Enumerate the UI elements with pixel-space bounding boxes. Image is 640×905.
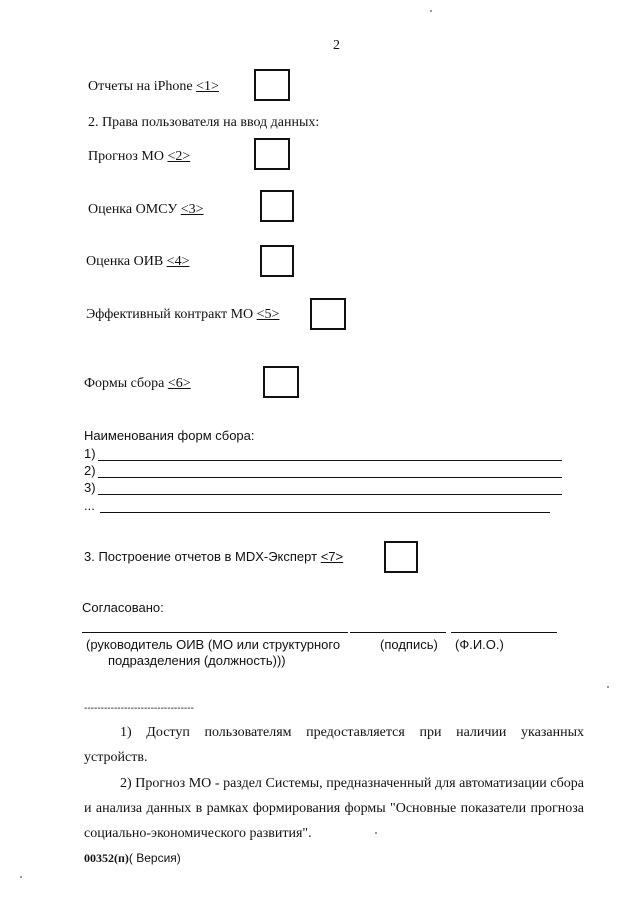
approval-label: Согласовано:	[82, 600, 164, 615]
checkbox-forecast-mo[interactable]	[254, 138, 290, 170]
footnote-ref[interactable]: <2>	[167, 149, 191, 164]
scan-speck	[430, 10, 432, 12]
document-code	[84, 851, 181, 866]
section-3	[84, 549, 343, 564]
item-assessment-omsu	[88, 202, 204, 218]
approval-caption-fio: (Ф.И.О.)	[455, 637, 504, 652]
footnote-ref[interactable]: <1>	[196, 79, 219, 94]
section-3-label: 3. Построение отчетов в MDX-Эксперт	[84, 549, 318, 564]
forms-row-4-label: ...	[84, 498, 95, 513]
footnote-ref[interactable]: <5>	[256, 307, 280, 322]
approval-signature-line[interactable]	[350, 632, 446, 633]
checkbox-mdx-reports[interactable]	[384, 541, 418, 573]
scan-speck	[607, 686, 609, 688]
item-label: Прогноз МО	[88, 149, 164, 164]
forms-list-title: Наименования форм сбора:	[84, 428, 255, 443]
forms-row-3-line[interactable]	[98, 494, 562, 495]
forms-row-1-line[interactable]	[98, 460, 562, 461]
checkbox-effective-contract[interactable]	[310, 298, 346, 330]
approval-fio-line[interactable]	[451, 632, 557, 633]
footnote-ref[interactable]: <4>	[166, 254, 190, 269]
item-label: Оценка ОМСУ	[88, 202, 178, 217]
item-forecast-mo	[88, 149, 190, 165]
footnote-separator: ---------------------------------	[84, 703, 194, 714]
forms-row-3-label: 3)	[84, 480, 96, 495]
approval-position-line[interactable]	[82, 632, 348, 633]
approval-caption-position: (руководитель ОИВ (МО или структурного	[86, 637, 341, 652]
forms-row-4-line[interactable]	[100, 512, 550, 513]
item-collection-forms	[84, 376, 191, 392]
footnote-ref[interactable]: <6>	[167, 376, 191, 391]
footnote-ref[interactable]: <7>	[320, 549, 344, 564]
item-iphone-reports	[88, 79, 219, 95]
approval-caption-signature: (подпись)	[380, 637, 438, 652]
checkbox-collection-forms[interactable]	[263, 366, 299, 398]
checkbox-assessment-oiv[interactable]	[260, 245, 294, 277]
scan-speck	[20, 876, 22, 878]
approval-caption-position-cont: подразделения (должность)))	[108, 653, 286, 668]
item-assessment-oiv	[86, 254, 189, 270]
doc-code-number: 00352(п)	[84, 851, 129, 865]
footnote-1: 1) Доступ пользователям предоставляется при наличии указанных устройств.	[84, 725, 584, 765]
footnote-ref[interactable]: <3>	[180, 202, 204, 217]
section-2-title: 2. Права пользователя на ввод данных:	[88, 115, 320, 130]
item-label: Оценка ОИВ	[86, 254, 164, 269]
forms-row-2-line[interactable]	[98, 477, 562, 478]
page-number: 2	[333, 38, 340, 53]
item-label: Эффективный контракт МО	[86, 307, 254, 322]
checkbox-assessment-omsu[interactable]	[260, 190, 294, 222]
forms-row-2-label: 2)	[84, 463, 96, 478]
item-label: Формы сбора	[84, 376, 165, 391]
item-label: Отчеты на iPhone	[88, 79, 193, 94]
forms-row-1-label: 1)	[84, 446, 96, 461]
item-effective-contract	[86, 307, 279, 323]
scan-speck	[375, 832, 377, 834]
doc-code-version: ( Версия)	[128, 851, 181, 865]
footnote-2: 2) Прогноз МО - раздел Системы, предназначенный для автоматизации сбора и анализа данных в рамках формирования формы "Основные показатели прогноза социально-экономического развития".	[84, 776, 584, 841]
checkbox-iphone-reports[interactable]	[254, 69, 290, 101]
